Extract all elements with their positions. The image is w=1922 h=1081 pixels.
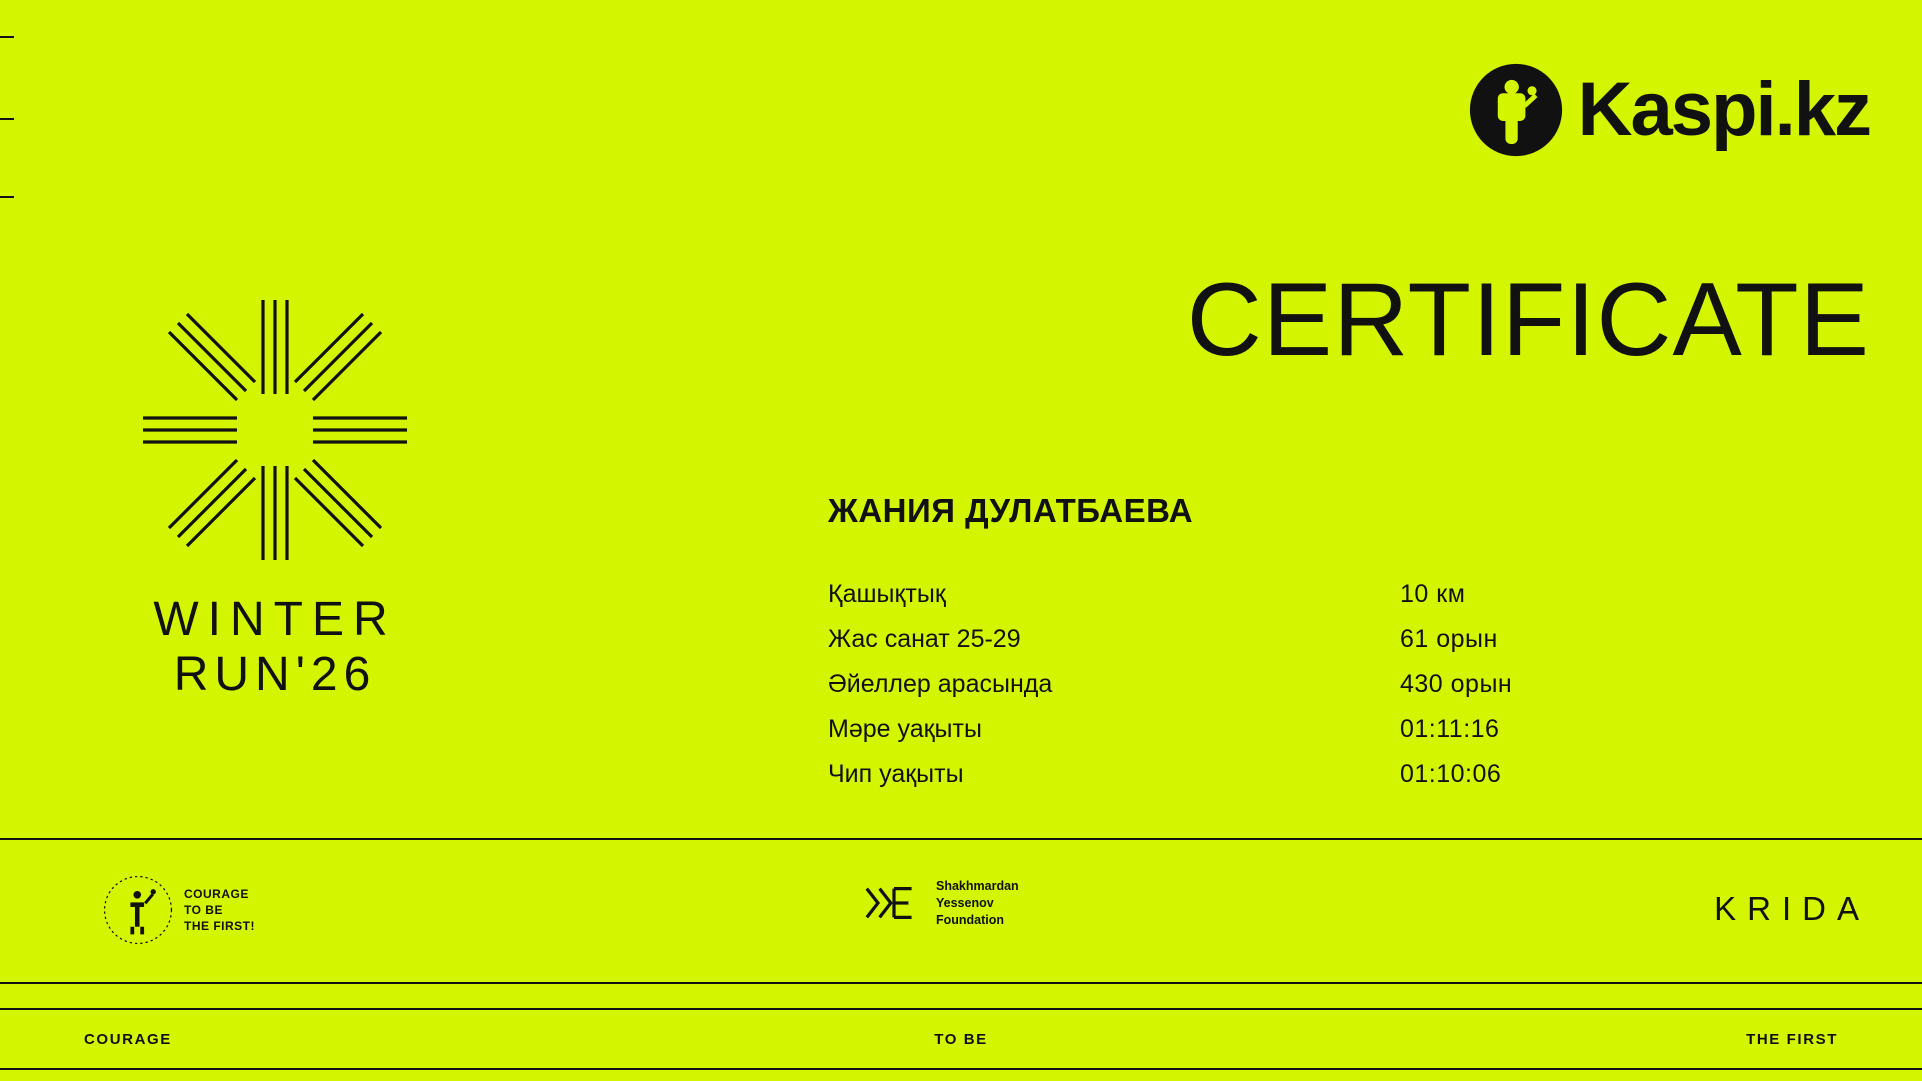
footer-tagline [0, 1016, 1922, 1062]
yes-line-2: Yessenov [936, 895, 994, 910]
footer-left: COURAGE [84, 1030, 172, 1048]
event-emblem-block [110, 290, 440, 702]
results-table [828, 580, 1648, 805]
yes-line-3: Foundation [936, 912, 1005, 927]
event-name-line-2: RUN'26 [173, 648, 377, 702]
divider [0, 982, 1922, 984]
result-value: 01:10:06 [1400, 760, 1502, 788]
winter-run-snowflake-star-icon [125, 290, 425, 570]
footer-center: TO BE [934, 1030, 988, 1048]
sponsor-yessenov-foundation [862, 878, 1019, 929]
table-row [828, 760, 1648, 789]
kaspi-wordmark: Kaspi.kz [1577, 67, 1870, 152]
edge-tick [0, 196, 14, 198]
result-value: 10 км [1400, 580, 1466, 608]
sponsor-krida [1714, 890, 1870, 928]
kaspi-logo [1468, 62, 1870, 158]
result-label: Мәре уақыты [828, 715, 982, 743]
participant-name: ЖАНИЯ ДУЛАТБАЕВА [828, 492, 1194, 529]
result-label: Жас санат 25-29 [828, 625, 1021, 653]
corporate-fund-text [184, 886, 255, 935]
sponsor-strip [0, 856, 1922, 976]
result-value: 01:11:16 [1400, 715, 1500, 743]
cf-line-1: COURAGE [184, 886, 249, 901]
divider [0, 1068, 1922, 1070]
result-value: 61 орын [1400, 625, 1498, 653]
table-row [828, 715, 1648, 744]
cf-line-2: TO BE [184, 902, 223, 917]
yessenov-text [936, 878, 1019, 929]
krida-wordmark: KRIDA [1714, 890, 1870, 927]
sponsor-corporate-fund [100, 872, 255, 948]
edge-tick [0, 36, 14, 38]
table-row [828, 670, 1648, 699]
table-row [828, 625, 1648, 654]
footer-right: THE FIRST [1746, 1030, 1838, 1048]
kaspi-person-mark-icon [1468, 62, 1564, 158]
result-label: Чип уақыты [828, 760, 964, 788]
result-label: Қашықтық [828, 580, 946, 608]
divider [0, 1008, 1922, 1010]
page-title: CERTIFICATE [1186, 262, 1870, 378]
yessenov-foundation-mark-icon [862, 882, 926, 924]
yes-line-1: Shakhmardan [936, 879, 1019, 893]
edge-tick [0, 118, 14, 120]
table-row [828, 580, 1648, 609]
result-value: 430 орын [1400, 670, 1513, 698]
cf-line-3: THE FIRST! [184, 919, 255, 934]
event-name-line-1: WINTER [153, 593, 397, 646]
result-label: Әйеллер арасында [828, 670, 1053, 698]
divider [0, 838, 1922, 840]
corporate-fund-figure-mark-icon [100, 872, 176, 948]
